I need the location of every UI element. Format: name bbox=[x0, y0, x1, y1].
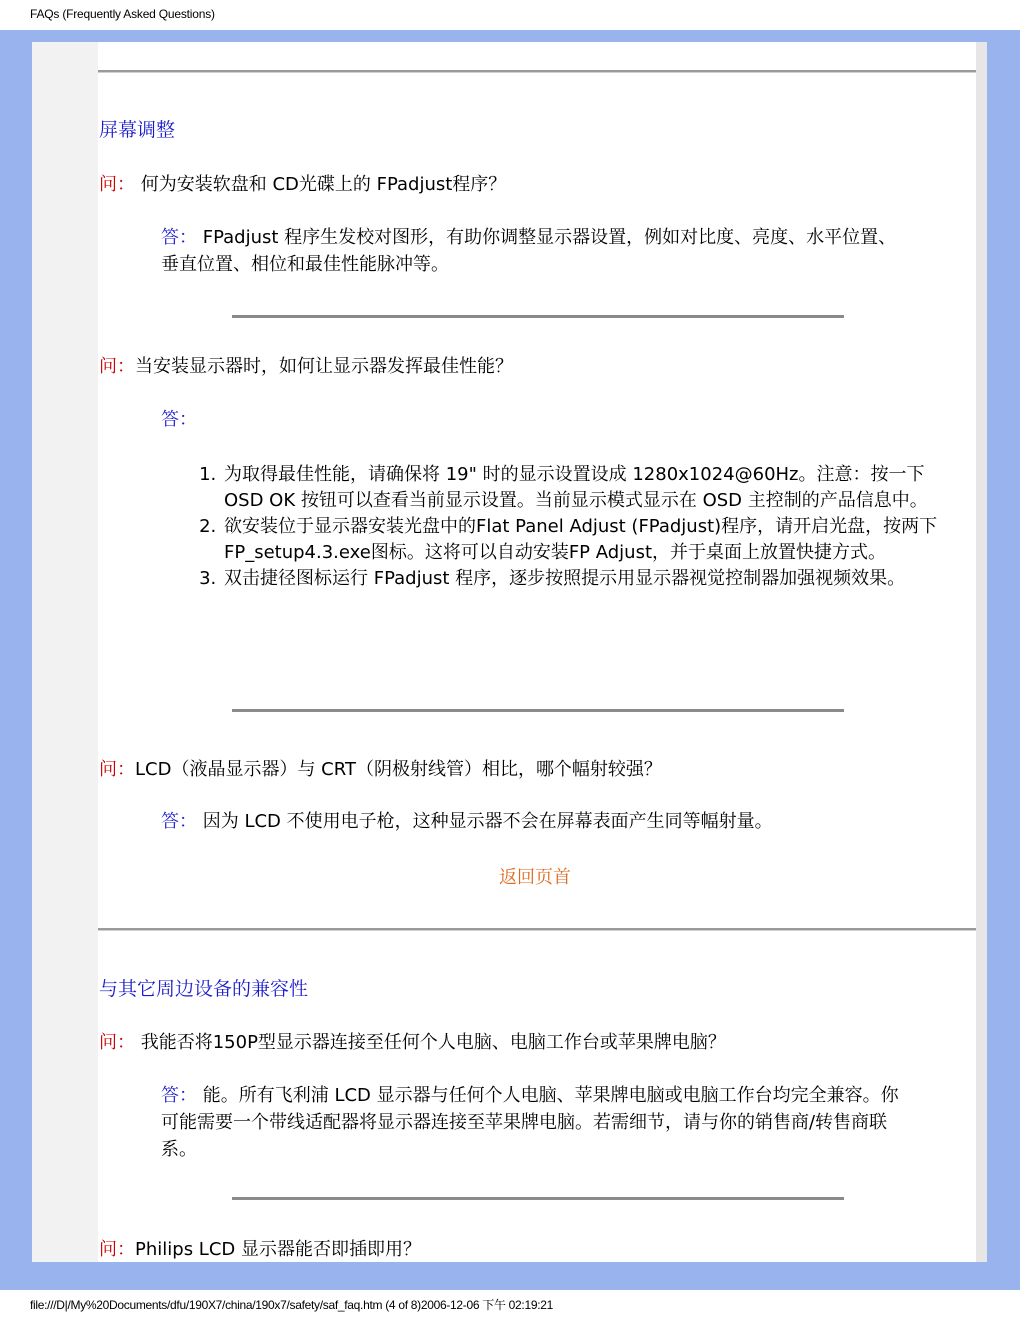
browser-print-footer bbox=[0, 1290, 1020, 1320]
browser-print-header bbox=[0, 0, 1020, 30]
qa-divider bbox=[232, 1197, 844, 1200]
qa-divider bbox=[232, 709, 844, 712]
section-heading-compatibility: 与其它周边设备的兼容性 bbox=[99, 978, 309, 1000]
list-item: 2. 欲安装位于显示器安装光盘中的Flat Panel Adjust (FPadjust)程序，请开启光盘，按两下FP_setup4.3.exe图标。这将可以自动安装FP Adjust，并于桌面上放置快捷方式。 bbox=[222, 514, 942, 566]
question-fpadjust bbox=[99, 170, 506, 196]
answer-fpadjust bbox=[161, 224, 911, 278]
section-divider bbox=[98, 70, 976, 73]
list-item: 1. 为取得最佳性能，请确保将 19" 时的显示设置设成 1280x1024@60Hz。注意：按一下 OSD OK 按钮可以查看当前显示设置。当前显示模式显示在 OSD 主控制的产品信息中。 bbox=[222, 462, 942, 514]
question-text: LCD（液晶显示器）与 CRT（阴极射线管）相比，哪个幅射较强？ bbox=[135, 759, 662, 780]
question-mark: 问： bbox=[99, 759, 135, 780]
answer-computer-compat bbox=[161, 1082, 911, 1163]
file-url: file:///D|/My%20Documents/dfu/190X7/china/190x7/safety/saf_faq.htm (4 of 8)2006-12-06 下午 02:19:21 bbox=[30, 1298, 553, 1312]
question-mark: 问： bbox=[99, 174, 135, 195]
answer-mark: 答： bbox=[161, 811, 197, 832]
question-text: Philips LCD 显示器能否即插即用？ bbox=[135, 1239, 421, 1260]
section-heading-screen-adjust: 屏幕调整 bbox=[99, 119, 176, 141]
question-computer-compat bbox=[99, 1028, 726, 1054]
steps-list bbox=[190, 462, 942, 592]
answer-text: 能。所有飞利浦 LCD 显示器与任何个人电脑、苹果牌电脑或电脑工作台均完全兼容。你可能需要一个带线适配器将显示器连接至苹果牌电脑。若需细节，请与你的销售商/转售商联系。 bbox=[161, 1085, 899, 1160]
answer-mark: 答： bbox=[161, 409, 197, 430]
question-radiation bbox=[99, 755, 662, 781]
answer-radiation bbox=[161, 808, 911, 835]
qa-divider bbox=[232, 315, 844, 318]
question-best-performance bbox=[99, 352, 513, 378]
answer-text: 因为 LCD 不使用电子枪，这种显示器不会在屏幕表面产生同等幅射量。 bbox=[197, 811, 773, 832]
question-mark: 问： bbox=[99, 356, 135, 377]
list-item: 3. 双击捷径图标运行 FPadjust 程序，逐步按照提示用显示器视觉控制器加强视频效果。 bbox=[222, 566, 942, 592]
question-text: 何为安装软盘和 CD光碟上的 FPadjust程序？ bbox=[135, 174, 507, 195]
back-to-top-link[interactable]: 返回页首 bbox=[499, 867, 571, 888]
question-plug-and-play bbox=[99, 1235, 421, 1261]
answer-best-performance bbox=[161, 406, 911, 433]
question-mark: 问： bbox=[99, 1032, 135, 1053]
scrollbar-track[interactable] bbox=[976, 42, 987, 1262]
question-mark: 问： bbox=[99, 1239, 135, 1260]
page-title: FAQs (Frequently Asked Questions) bbox=[30, 7, 215, 21]
question-text: 当安装显示器时，如何让显示器发挥最佳性能？ bbox=[135, 356, 513, 377]
answer-mark: 答： bbox=[161, 227, 197, 248]
answer-mark: 答： bbox=[161, 1085, 197, 1106]
section-divider bbox=[98, 928, 976, 931]
left-margin-strip bbox=[32, 42, 98, 1262]
answer-text: FPadjust 程序生发校对图形，有助你调整显示器设置，例如对比度、亮度、水平位置、垂直位置、相位和最佳性能脉冲等。 bbox=[161, 227, 897, 275]
question-text: 我能否将150P型显示器连接至任何个人电脑、电脑工作台或苹果牌电脑？ bbox=[135, 1032, 726, 1053]
